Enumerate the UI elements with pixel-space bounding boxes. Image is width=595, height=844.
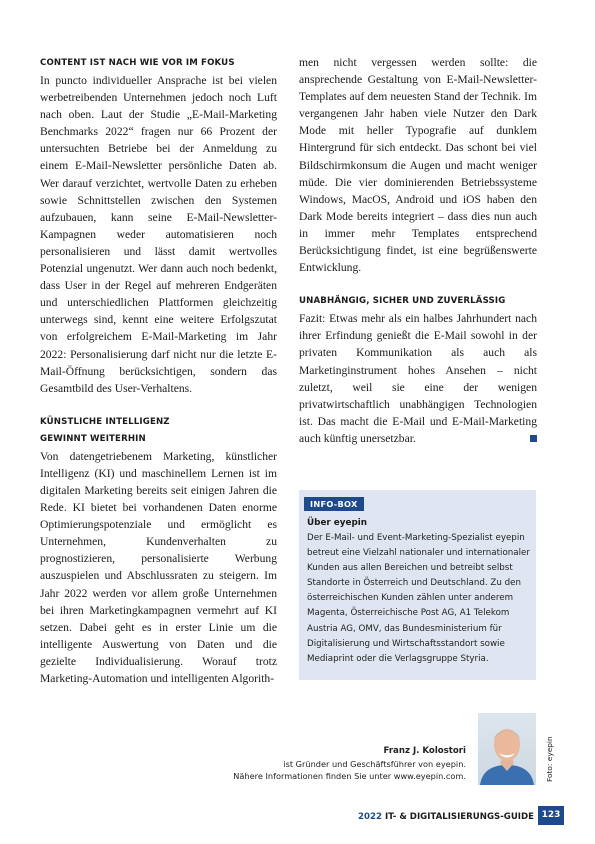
paragraph-content: In puncto individueller Ansprache ist bei vielen werbetreibenden Unternehmen jedoch noch Luft nach oben. Laut der Studie „E-Mail-Marketing Benchmarks 2022“ fragen nur 66 Prozent der untersuchten Betriebe bei der Anmeldung zu einem E-Mail-Newsletter persönliche Daten ab. Wer darauf verzichtet, wertvolle Daten zu erheben sowie Schnittstellen zwischen den Systemen aufzubauen, kann seine E-Mail-Newsletter-Kampagnen weder automatisieren noch personalisieren und lässt damit wertvolles Potenzial ungenutzt. Wer dann auch noch bedenkt, dass User in der Regel auf mehreren Endgeräten und unterschiedlichen Plattformen gleichzeitig unterwegs sind, kennt eine weitere Erfolgszutat von erfolgreichem E-Mail-Marketing im Jahr 2022: Personalisierung darf nicht nur die letzte E-Mail-Öffnung berücksichtigen, sondern das Gesamtbild des User-Verhaltens. [40, 74, 277, 395]
left-column [40, 55, 277, 687]
paragraph-fazit-text: Fazit: Etwas mehr als ein halbes Jahrhundert nach ihrer Erfindung genießt die E-Mail sowohl in der privaten Kommunikation als auch als Marketinginstrument hohes Ansehen – nicht zuletzt, weil sie eine der wenigen privatwirtschaftlich unabhängigen Technologien ist. Das macht die E-Mail und E-Mail-Marketing auch künftig unersetzbar. [299, 312, 537, 445]
author-role: ist Gründer und Geschäftsführer von eyepin. [283, 758, 466, 769]
author-block [233, 745, 466, 783]
section-heading-ki-line2: GEWINNT WEITERHIN [40, 433, 146, 444]
footer-guide-title: IT- & DIGITALISIERUNGS-GUIDE [384, 812, 534, 822]
footer-year: 2022 [358, 812, 382, 822]
author-portrait-icon [478, 713, 536, 785]
end-of-article-square-icon [530, 435, 537, 442]
info-box [299, 490, 536, 680]
info-box-label: INFO-BOX [304, 497, 364, 511]
section-heading-content: CONTENT IST NACH WIE VOR IM FOKUS [40, 58, 235, 68]
author-photo [478, 713, 536, 785]
section-heading-ki-line1: KÜNSTLICHE INTELLIGENZ [40, 416, 170, 427]
footer-title [358, 812, 534, 822]
section-heading-unabhaengig: UNABHÄNGIG, SICHER UND ZUVERLÄSSIG [299, 296, 506, 307]
info-box-content [307, 516, 531, 667]
paragraph-fazit [299, 310, 537, 447]
author-name: Franz J. Kolostori [383, 746, 466, 756]
right-column [299, 54, 537, 447]
info-box-title: Über eyepin [307, 518, 368, 528]
page-number: 123 [538, 806, 564, 825]
author-info: Nähere Informationen finden Sie unter www.eyepin.com. [233, 771, 466, 781]
photo-credit: Foto: eyepin [545, 736, 554, 782]
paragraph-ki: Von datengetriebenem Marketing, künstlicher Intelligenz (KI) und maschinellem Lernen ist im digitalen Marketing bereits seit einigen Jahren die Rede. KI bietet bei vorhandenen Daten enorme Optimierungspotenziale und ermöglicht es Unternehmen, Kundenverhalten zu prognostizieren, personalisierte Werbung auszuspielen und Abschlussraten zu steigern. Im Jahr 2022 werden vor allem große Unternehmen bei ihren Marketingkampagnen vermehrt auf KI setzen. Dabei geht es in erster Linie um die intelligente Auswertung von Daten und die gezielte Individualisierung. Worauf trotz Marketing-Automation und intelligenten Algorith- [40, 449, 277, 685]
paragraph-templates: men nicht vergessen werden sollte: die ansprechende Gestaltung von E-Mail-Newsletter-Templates auf dem neuesten Stand der Technik. Im vergangenen Jahr haben viele Nutzer den Dark Mode mit heller Typografie auf dunklem Hintergrund für sich entdeckt. Das schont bei viel Bildschirmkonsum die Augen und macht weniger müde. Die vier dominierenden Betriebssysteme Windows, MacOS, Android und iOS haben den Dark Mode bereits integriert – dass dies nun auch in immer mehr Templates entsprechend Berücksichtigung findet, ist eine begrüßenswerte Entwicklung. [299, 56, 537, 275]
info-box-text: Der E-Mail- und Event-Marketing-Spezialist eyepin betreut eine Vielzahl nationaler und internationaler Kunden aus allen Bereichen und betreibt selbst Standorte in Österreich und Deutschland. Zu den österreichischen Kunden zählen unter anderem Magenta, Österreichische Post AG, A1 Telekom Austria AG, OMV, das Bundesministerium für Digitalisierung und Wirtschaftsstandort sowie Mediaprint oder die Verlagsgruppe Styria. [307, 533, 530, 664]
